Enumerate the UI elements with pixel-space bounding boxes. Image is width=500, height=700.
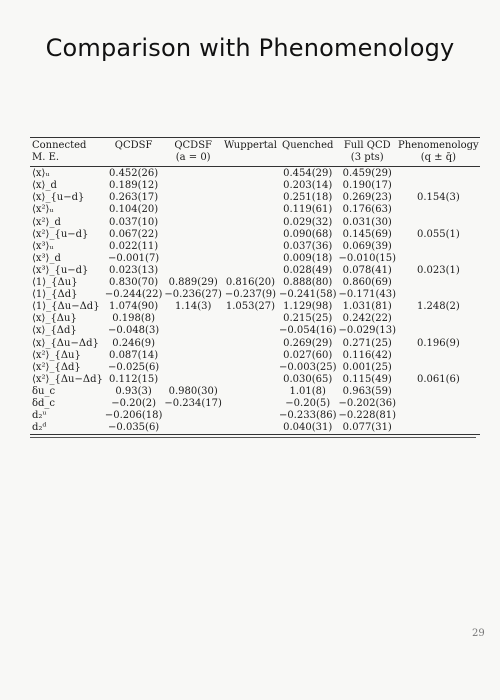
table-row [30, 241, 480, 253]
phenomenology-value-cell [397, 362, 480, 374]
quenched-value-cell: 0.090(68) [283, 228, 333, 240]
quenched-value-cell: 0.269(29) [283, 337, 333, 349]
phenomenology-value-cell: 0.154(3) [416, 192, 460, 204]
table-body [30, 167, 480, 435]
full-qcd-value-cell: 0.001(25) [342, 361, 392, 373]
page-title: Comparison with Phenomenology [45, 34, 455, 62]
qcdsf-a0-value-cell [163, 192, 223, 204]
matrix-element-cell: ⟨x⟩_{Δu} [32, 313, 77, 325]
qcdsf-value-cell: 0.198(8) [112, 313, 156, 325]
table-row [30, 289, 480, 301]
quenched-value-cell: 0.203(14) [283, 180, 333, 192]
quenched-value-cell: 0.251(18) [283, 192, 333, 204]
wuppertal-value-cell [223, 422, 278, 435]
qcdsf-value-cell: 0.830(70) [109, 277, 159, 289]
qcdsf-value-cell: 0.023(13) [109, 264, 159, 276]
quenched-value-cell: 0.009(18) [283, 252, 333, 264]
header-connected: Connected [32, 140, 87, 151]
full-qcd-value-cell: 0.860(69) [342, 277, 392, 289]
qcdsf-value-cell: 0.189(12) [109, 180, 159, 192]
qcdsf-a0-value-cell [163, 362, 223, 374]
wuppertal-value-cell: 1.053(27) [225, 301, 276, 313]
comparison-table [30, 137, 480, 435]
phenomenology-value-cell [397, 350, 480, 362]
phenomenology-value-cell [397, 217, 480, 229]
table-row [30, 410, 480, 422]
phenomenology-value-cell: 0.061(6) [416, 373, 460, 385]
wuppertal-value-cell [223, 204, 278, 216]
matrix-element-cell: ⟨1⟩_{Δu} [32, 277, 78, 289]
table-header [30, 138, 480, 167]
qcdsf-a0-value-cell [163, 350, 223, 362]
qcdsf-value-cell: 0.067(22) [109, 228, 159, 240]
table-row [30, 180, 480, 192]
qcdsf-a0-value-cell [163, 204, 223, 216]
full-qcd-value-cell: 0.031(30) [342, 216, 392, 228]
qcdsf-value-cell: 0.452(26) [109, 168, 159, 180]
full-qcd-value-cell: 0.069(39) [342, 240, 392, 252]
full-qcd-value-cell: 0.116(42) [342, 349, 392, 361]
quenched-value-cell: −0.054(16) [278, 325, 337, 337]
qcdsf-value-cell: 0.104(20) [109, 204, 159, 216]
table-row [30, 204, 480, 216]
header-full-qcd: Full QCD [343, 140, 391, 151]
qcdsf-a0-value-cell [163, 253, 223, 265]
header-sub-qcdsf [104, 152, 164, 167]
qcdsf-value-cell: −0.244(22) [104, 289, 163, 301]
quenched-value-cell: −0.003(25) [278, 361, 337, 373]
full-qcd-value-cell: 0.271(25) [342, 337, 392, 349]
qcdsf-value-cell: −0.001(7) [108, 252, 160, 264]
matrix-element-cell: ⟨1⟩_{Δu−Δd} [32, 301, 100, 313]
phenomenology-value-cell [397, 167, 480, 181]
matrix-element-cell: ⟨x²⟩ᵤ [32, 204, 54, 216]
full-qcd-value-cell: 0.176(63) [342, 204, 392, 216]
phenomenology-value-cell: 0.196(9) [416, 337, 460, 349]
page-number: 29 [472, 628, 485, 639]
wuppertal-value-cell [223, 241, 278, 253]
matrix-element-cell: ⟨x²⟩_{u−d} [32, 228, 89, 240]
header-sub-wuppertal [223, 152, 278, 167]
matrix-element-cell: ⟨x²⟩_{Δu} [32, 349, 81, 361]
matrix-element-cell: ⟨x⟩_d [32, 180, 57, 192]
qcdsf-a0-value-cell [163, 374, 223, 386]
table-row [30, 217, 480, 229]
phenomenology-value-cell [397, 277, 480, 289]
matrix-element-cell: ⟨x²⟩_{Δd} [32, 361, 81, 373]
quenched-value-cell: 0.037(36) [283, 240, 333, 252]
qcdsf-a0-value-cell: 0.980(30) [168, 385, 218, 397]
table-row [30, 422, 480, 435]
wuppertal-value-cell [223, 253, 278, 265]
phenomenology-value-cell [397, 289, 480, 301]
matrix-element-cell: δd_c [32, 397, 56, 409]
matrix-element-cell: ⟨x⟩_{Δu−Δd} [32, 337, 99, 349]
qcdsf-value-cell: 0.93(3) [115, 385, 152, 397]
qcdsf-a0-value-cell [163, 325, 223, 337]
quenched-value-cell: 0.888(80) [283, 277, 333, 289]
qcdsf-value-cell: 0.246(9) [112, 337, 156, 349]
wuppertal-value-cell: 0.816(20) [225, 277, 276, 289]
qcdsf-a0-value-cell [163, 265, 223, 277]
wuppertal-value-cell [223, 350, 278, 362]
full-qcd-value-cell: 0.269(23) [342, 192, 392, 204]
qcdsf-a0-value-cell [163, 410, 223, 422]
phenomenology-value-cell [397, 313, 480, 325]
full-qcd-value-cell: 0.115(49) [342, 373, 392, 385]
quenched-value-cell: 0.027(60) [283, 349, 333, 361]
table-row [30, 398, 480, 410]
header-row-2 [30, 152, 480, 167]
quenched-value-cell: 1.01(8) [289, 385, 326, 397]
full-qcd-value-cell: 1.031(81) [342, 301, 392, 313]
matrix-element-cell: ⟨x³⟩_{u−d} [32, 264, 89, 276]
matrix-element-cell: ⟨x⟩_{Δd} [32, 325, 77, 337]
wuppertal-value-cell [223, 313, 278, 325]
qcdsf-value-cell: 0.112(15) [109, 373, 159, 385]
phenomenology-value-cell [397, 204, 480, 216]
qcdsf-a0-value-cell [163, 167, 223, 181]
matrix-element-cell: ⟨x³⟩_d [32, 252, 61, 264]
wuppertal-value-cell [223, 265, 278, 277]
qcdsf-value-cell: 0.022(11) [109, 240, 159, 252]
phenomenology-value-cell [397, 386, 480, 398]
qcdsf-value-cell: −0.025(6) [108, 361, 160, 373]
quenched-value-cell: −0.241(58) [278, 289, 337, 301]
wuppertal-value-cell [223, 386, 278, 398]
full-qcd-value-cell: −0.228(81) [338, 410, 397, 422]
table-row [30, 265, 480, 277]
header-sub-a0: (a = 0) [175, 152, 211, 164]
matrix-element-cell: ⟨x⟩ᵤ [32, 168, 50, 180]
table-bottom-rule [30, 437, 476, 438]
phenomenology-value-cell [397, 241, 480, 253]
header-wuppertal: Wuppertal [223, 140, 277, 151]
header-row-1 [30, 138, 480, 153]
comparison-table-container [30, 137, 479, 438]
header-phenomenology: Phenomenology [398, 140, 479, 151]
table-row [30, 192, 480, 204]
wuppertal-value-cell [223, 362, 278, 374]
quenched-value-cell: 0.029(32) [283, 216, 333, 228]
phenomenology-value-cell [397, 422, 480, 435]
qcdsf-a0-value-cell [163, 180, 223, 192]
wuppertal-value-cell [223, 217, 278, 229]
phenomenology-value-cell [397, 398, 480, 410]
wuppertal-value-cell [223, 374, 278, 386]
wuppertal-value-cell [223, 410, 278, 422]
header-sub-3pts: (3 pts) [350, 152, 384, 164]
table-row [30, 350, 480, 362]
qcdsf-value-cell: 0.087(14) [109, 349, 159, 361]
header-qcdsf: QCDSF [114, 140, 153, 151]
phenomenology-value-cell [397, 253, 480, 265]
header-sub-q-qbar: (q ± q̄) [420, 152, 457, 164]
header-qcdsf-a0: QCDSF [174, 140, 212, 151]
header-me: M. E. [32, 152, 60, 164]
table-row [30, 253, 480, 265]
qcdsf-value-cell: 0.037(10) [109, 216, 159, 228]
qcdsf-a0-value-cell: 1.14(3) [174, 301, 212, 313]
header-quenched: Quenched [282, 140, 334, 151]
quenched-value-cell: −0.20(5) [285, 397, 331, 409]
table-row [30, 277, 480, 289]
table-row [30, 374, 480, 386]
full-qcd-value-cell: 0.077(31) [342, 422, 392, 434]
table-row [30, 313, 480, 325]
qcdsf-a0-value-cell: 0.889(29) [168, 277, 218, 289]
quenched-value-cell: −0.233(86) [278, 410, 337, 422]
phenomenology-value-cell: 0.023(1) [416, 264, 460, 276]
wuppertal-value-cell [223, 338, 278, 350]
full-qcd-value-cell: 0.190(17) [342, 180, 392, 192]
qcdsf-value-cell: −0.035(6) [108, 422, 160, 434]
phenomenology-value-cell: 1.248(2) [416, 301, 460, 313]
phenomenology-value-cell [397, 325, 480, 337]
quenched-value-cell: 1.129(98) [283, 301, 333, 313]
wuppertal-value-cell [223, 398, 278, 410]
matrix-element-cell: d₂ᵘ [32, 410, 47, 422]
quenched-value-cell: 0.030(65) [283, 373, 333, 385]
qcdsf-a0-value-cell [163, 422, 223, 435]
quenched-value-cell: 0.040(31) [283, 422, 333, 434]
full-qcd-value-cell: 0.459(29) [342, 168, 392, 180]
wuppertal-value-cell [223, 167, 278, 181]
matrix-element-cell: d₂ᵈ [32, 422, 47, 434]
wuppertal-value-cell [223, 180, 278, 192]
full-qcd-value-cell: −0.171(43) [338, 289, 397, 301]
qcdsf-a0-value-cell [163, 241, 223, 253]
qcdsf-a0-value-cell [163, 229, 223, 241]
matrix-element-cell: ⟨1⟩_{Δd} [32, 289, 78, 301]
wuppertal-value-cell [223, 325, 278, 337]
quenched-value-cell: 0.028(49) [283, 264, 333, 276]
qcdsf-a0-value-cell [163, 313, 223, 325]
wuppertal-value-cell [223, 229, 278, 241]
full-qcd-value-cell: 0.242(22) [342, 313, 392, 325]
full-qcd-value-cell: 0.078(41) [342, 264, 392, 276]
qcdsf-a0-value-cell [163, 217, 223, 229]
matrix-element-cell: ⟨x²⟩_d [32, 216, 61, 228]
quenched-value-cell: 0.454(29) [283, 168, 333, 180]
table-row [30, 362, 480, 374]
matrix-element-cell: ⟨x²⟩_{Δu−Δd} [32, 373, 103, 385]
wuppertal-value-cell: −0.237(9) [224, 289, 277, 301]
phenomenology-value-cell [397, 410, 480, 422]
qcdsf-value-cell: 1.074(90) [109, 301, 159, 313]
matrix-element-cell: δu_c [32, 385, 56, 397]
table-row [30, 386, 480, 398]
full-qcd-value-cell: 0.963(59) [342, 385, 392, 397]
qcdsf-value-cell: 0.263(17) [109, 192, 159, 204]
table-row [30, 301, 480, 313]
qcdsf-value-cell: −0.20(2) [111, 397, 157, 409]
full-qcd-value-cell: −0.202(36) [338, 397, 397, 409]
matrix-element-cell: ⟨x⟩_{u−d} [32, 192, 85, 204]
qcdsf-a0-value-cell: −0.236(27) [164, 289, 222, 301]
qcdsf-a0-value-cell [163, 338, 223, 350]
full-qcd-value-cell: 0.145(69) [342, 228, 392, 240]
wuppertal-value-cell [223, 192, 278, 204]
full-qcd-value-cell: −0.010(15) [338, 252, 397, 264]
table-row [30, 325, 480, 337]
table-row [30, 229, 480, 241]
quenched-value-cell: 0.119(61) [283, 204, 333, 216]
phenomenology-value-cell: 0.055(1) [416, 228, 460, 240]
header-sub-quenched [278, 152, 338, 167]
qcdsf-value-cell: −0.048(3) [108, 325, 160, 337]
table-row [30, 338, 480, 350]
qcdsf-value-cell: −0.206(18) [104, 410, 163, 422]
matrix-element-cell: ⟨x³⟩ᵤ [32, 240, 54, 252]
phenomenology-value-cell [397, 180, 480, 192]
qcdsf-a0-value-cell: −0.234(17) [164, 397, 222, 409]
full-qcd-value-cell: −0.029(13) [338, 325, 397, 337]
quenched-value-cell: 0.215(25) [283, 313, 333, 325]
table-row [30, 167, 480, 181]
